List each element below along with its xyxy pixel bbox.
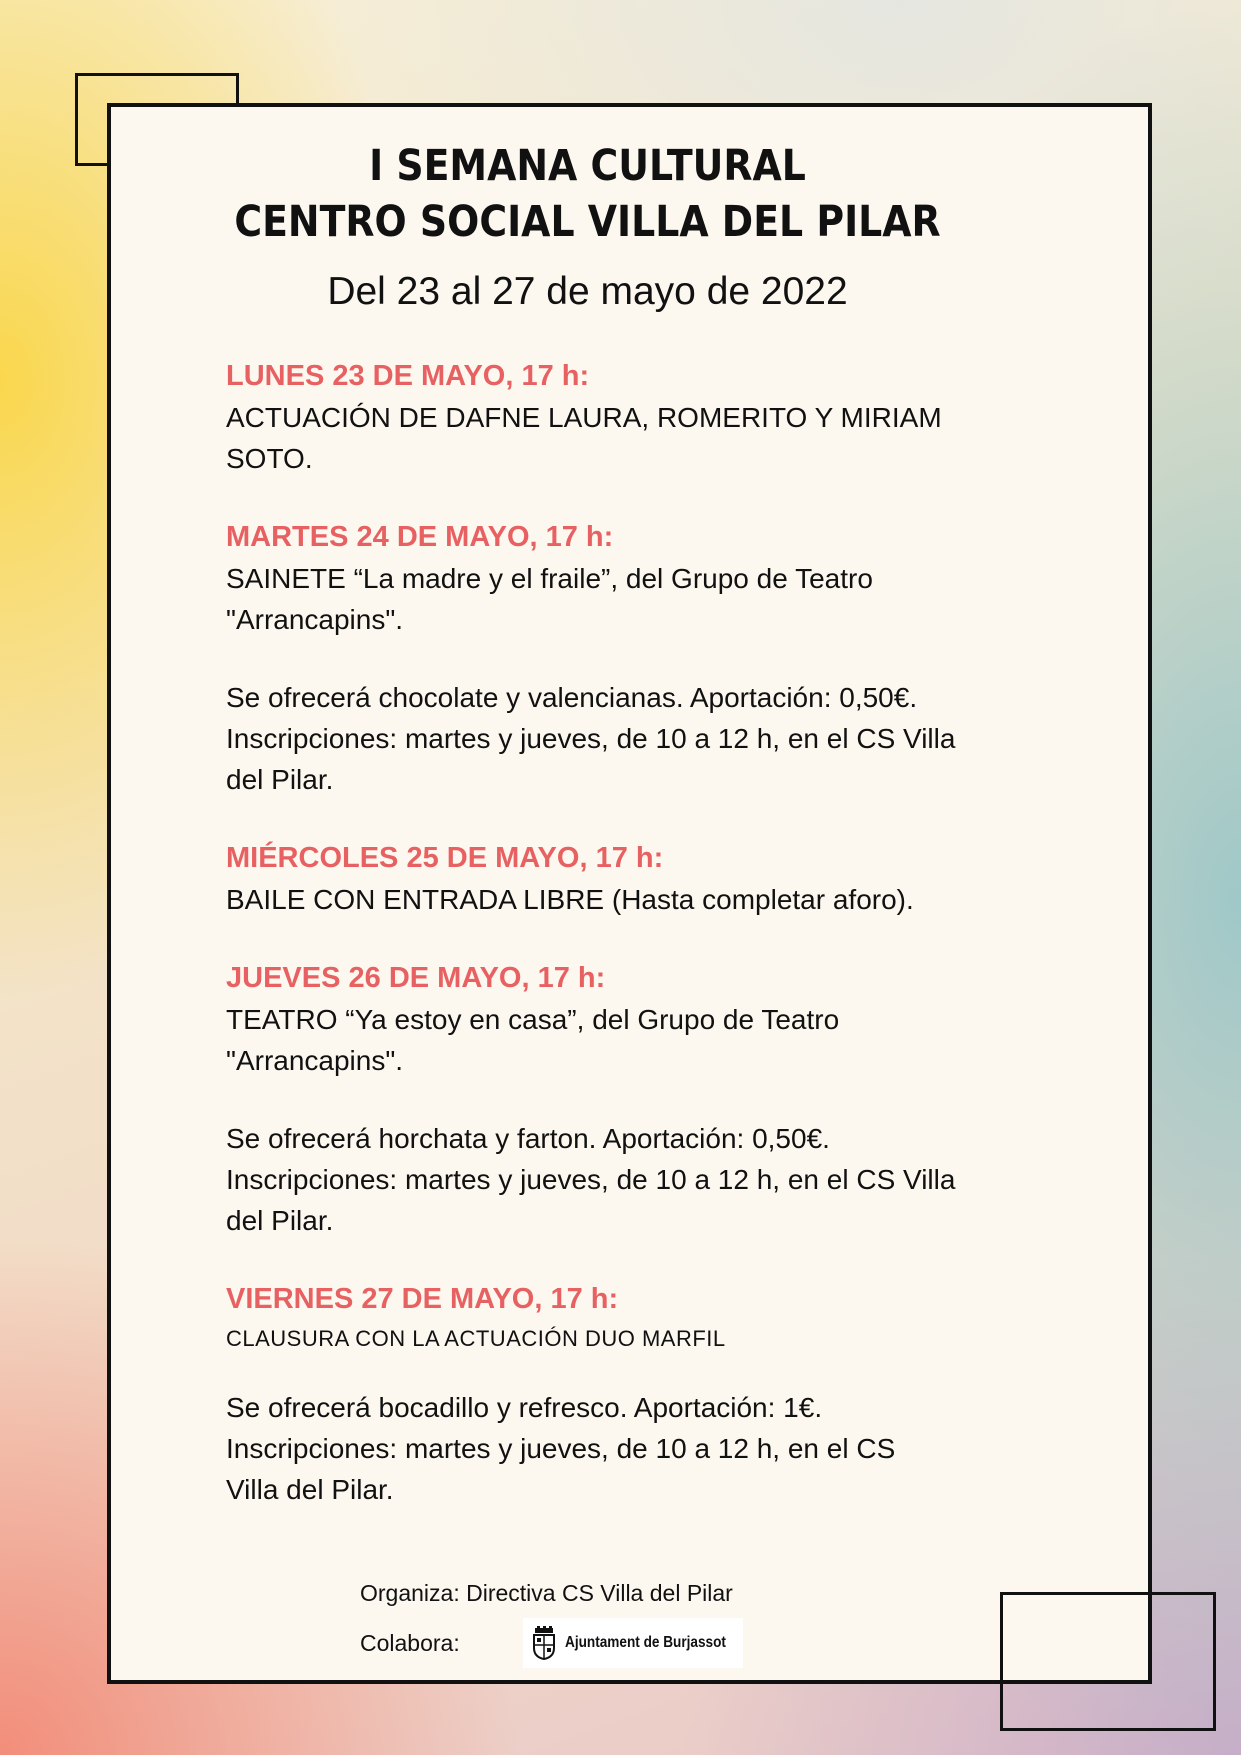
note-line: del Pilar. xyxy=(226,764,334,795)
event-line: TEATRO “Ya estoy en casa”, del Grupo de Teatro xyxy=(226,1004,840,1035)
footer xyxy=(360,1578,743,1668)
event-line: "Arrancapins". xyxy=(226,1045,404,1076)
note-line: Inscripciones: martes y jueves, de 10 a 12 h, en el CS Villa xyxy=(226,723,956,754)
event-note xyxy=(226,1118,1026,1241)
title-line-1: I SEMANA CULTURAL xyxy=(369,141,806,191)
event-note xyxy=(226,1387,1026,1510)
coat-of-arms-icon xyxy=(531,1626,557,1660)
day-heading: MARTES 24 DE MAYO, 17 h: xyxy=(226,521,614,553)
collaborator-row xyxy=(360,1618,743,1668)
date-range: Del 23 al 27 de mayo de 2022 xyxy=(327,270,848,313)
day-heading: VIERNES 27 DE MAYO, 17 h: xyxy=(226,1283,619,1315)
title-line-2: CENTRO SOCIAL VILLA DEL PILAR xyxy=(234,197,941,247)
event-line: CLAUSURA CON LA ACTUACIÓN DUO MARFIL xyxy=(226,1326,726,1351)
event-line: SAINETE “La madre y el fraile”, del Grupo de Teatro xyxy=(226,563,873,594)
organizer-text: Organiza: Directiva CS Villa del Pilar xyxy=(360,1580,733,1606)
note-line: Villa del Pilar. xyxy=(226,1474,394,1505)
note-line: Inscripciones: martes y jueves, de 10 a 12 h, en el CS xyxy=(226,1433,896,1464)
event-line: ACTUACIÓN DE DAFNE LAURA, ROMERITO Y MIRIAM xyxy=(226,402,942,433)
note-line: Inscripciones: martes y jueves, de 10 a 12 h, en el CS Villa xyxy=(226,1164,956,1195)
event-note xyxy=(226,677,1026,800)
day-heading: MIÉRCOLES 25 DE MAYO, 17 h: xyxy=(226,842,664,874)
day-heading: LUNES 23 DE MAYO, 17 h: xyxy=(226,360,590,392)
decorative-square-bottom-right xyxy=(1000,1592,1216,1731)
note-line: Se ofrecerá horchata y farton. Aportación: 0,50€. xyxy=(226,1123,830,1154)
collaborator-label: Colabora: xyxy=(360,1629,460,1656)
day-heading: JUEVES 26 DE MAYO, 17 h: xyxy=(226,962,606,994)
program-day-monday xyxy=(226,356,1026,479)
event-line: "Arrancapins". xyxy=(226,604,404,635)
program-day-thursday xyxy=(226,958,1026,1241)
note-line: del Pilar. xyxy=(226,1205,334,1236)
program-day-wednesday xyxy=(226,838,1026,920)
ajuntament-logo xyxy=(523,1618,743,1668)
logo-text: Ajuntament de Burjassot xyxy=(565,1634,726,1651)
program-list xyxy=(226,356,1026,1548)
program-day-tuesday xyxy=(226,517,1026,800)
poster-title xyxy=(0,138,1175,250)
program-day-friday xyxy=(226,1279,1026,1510)
event-line: BAILE CON ENTRADA LIBRE (Hasta completar aforo). xyxy=(226,884,914,915)
event-line: SOTO. xyxy=(226,443,313,474)
note-line: Se ofrecerá chocolate y valencianas. Aportación: 0,50€. xyxy=(226,682,918,713)
note-line: Se ofrecerá bocadillo y refresco. Aportación: 1€. xyxy=(226,1392,823,1423)
